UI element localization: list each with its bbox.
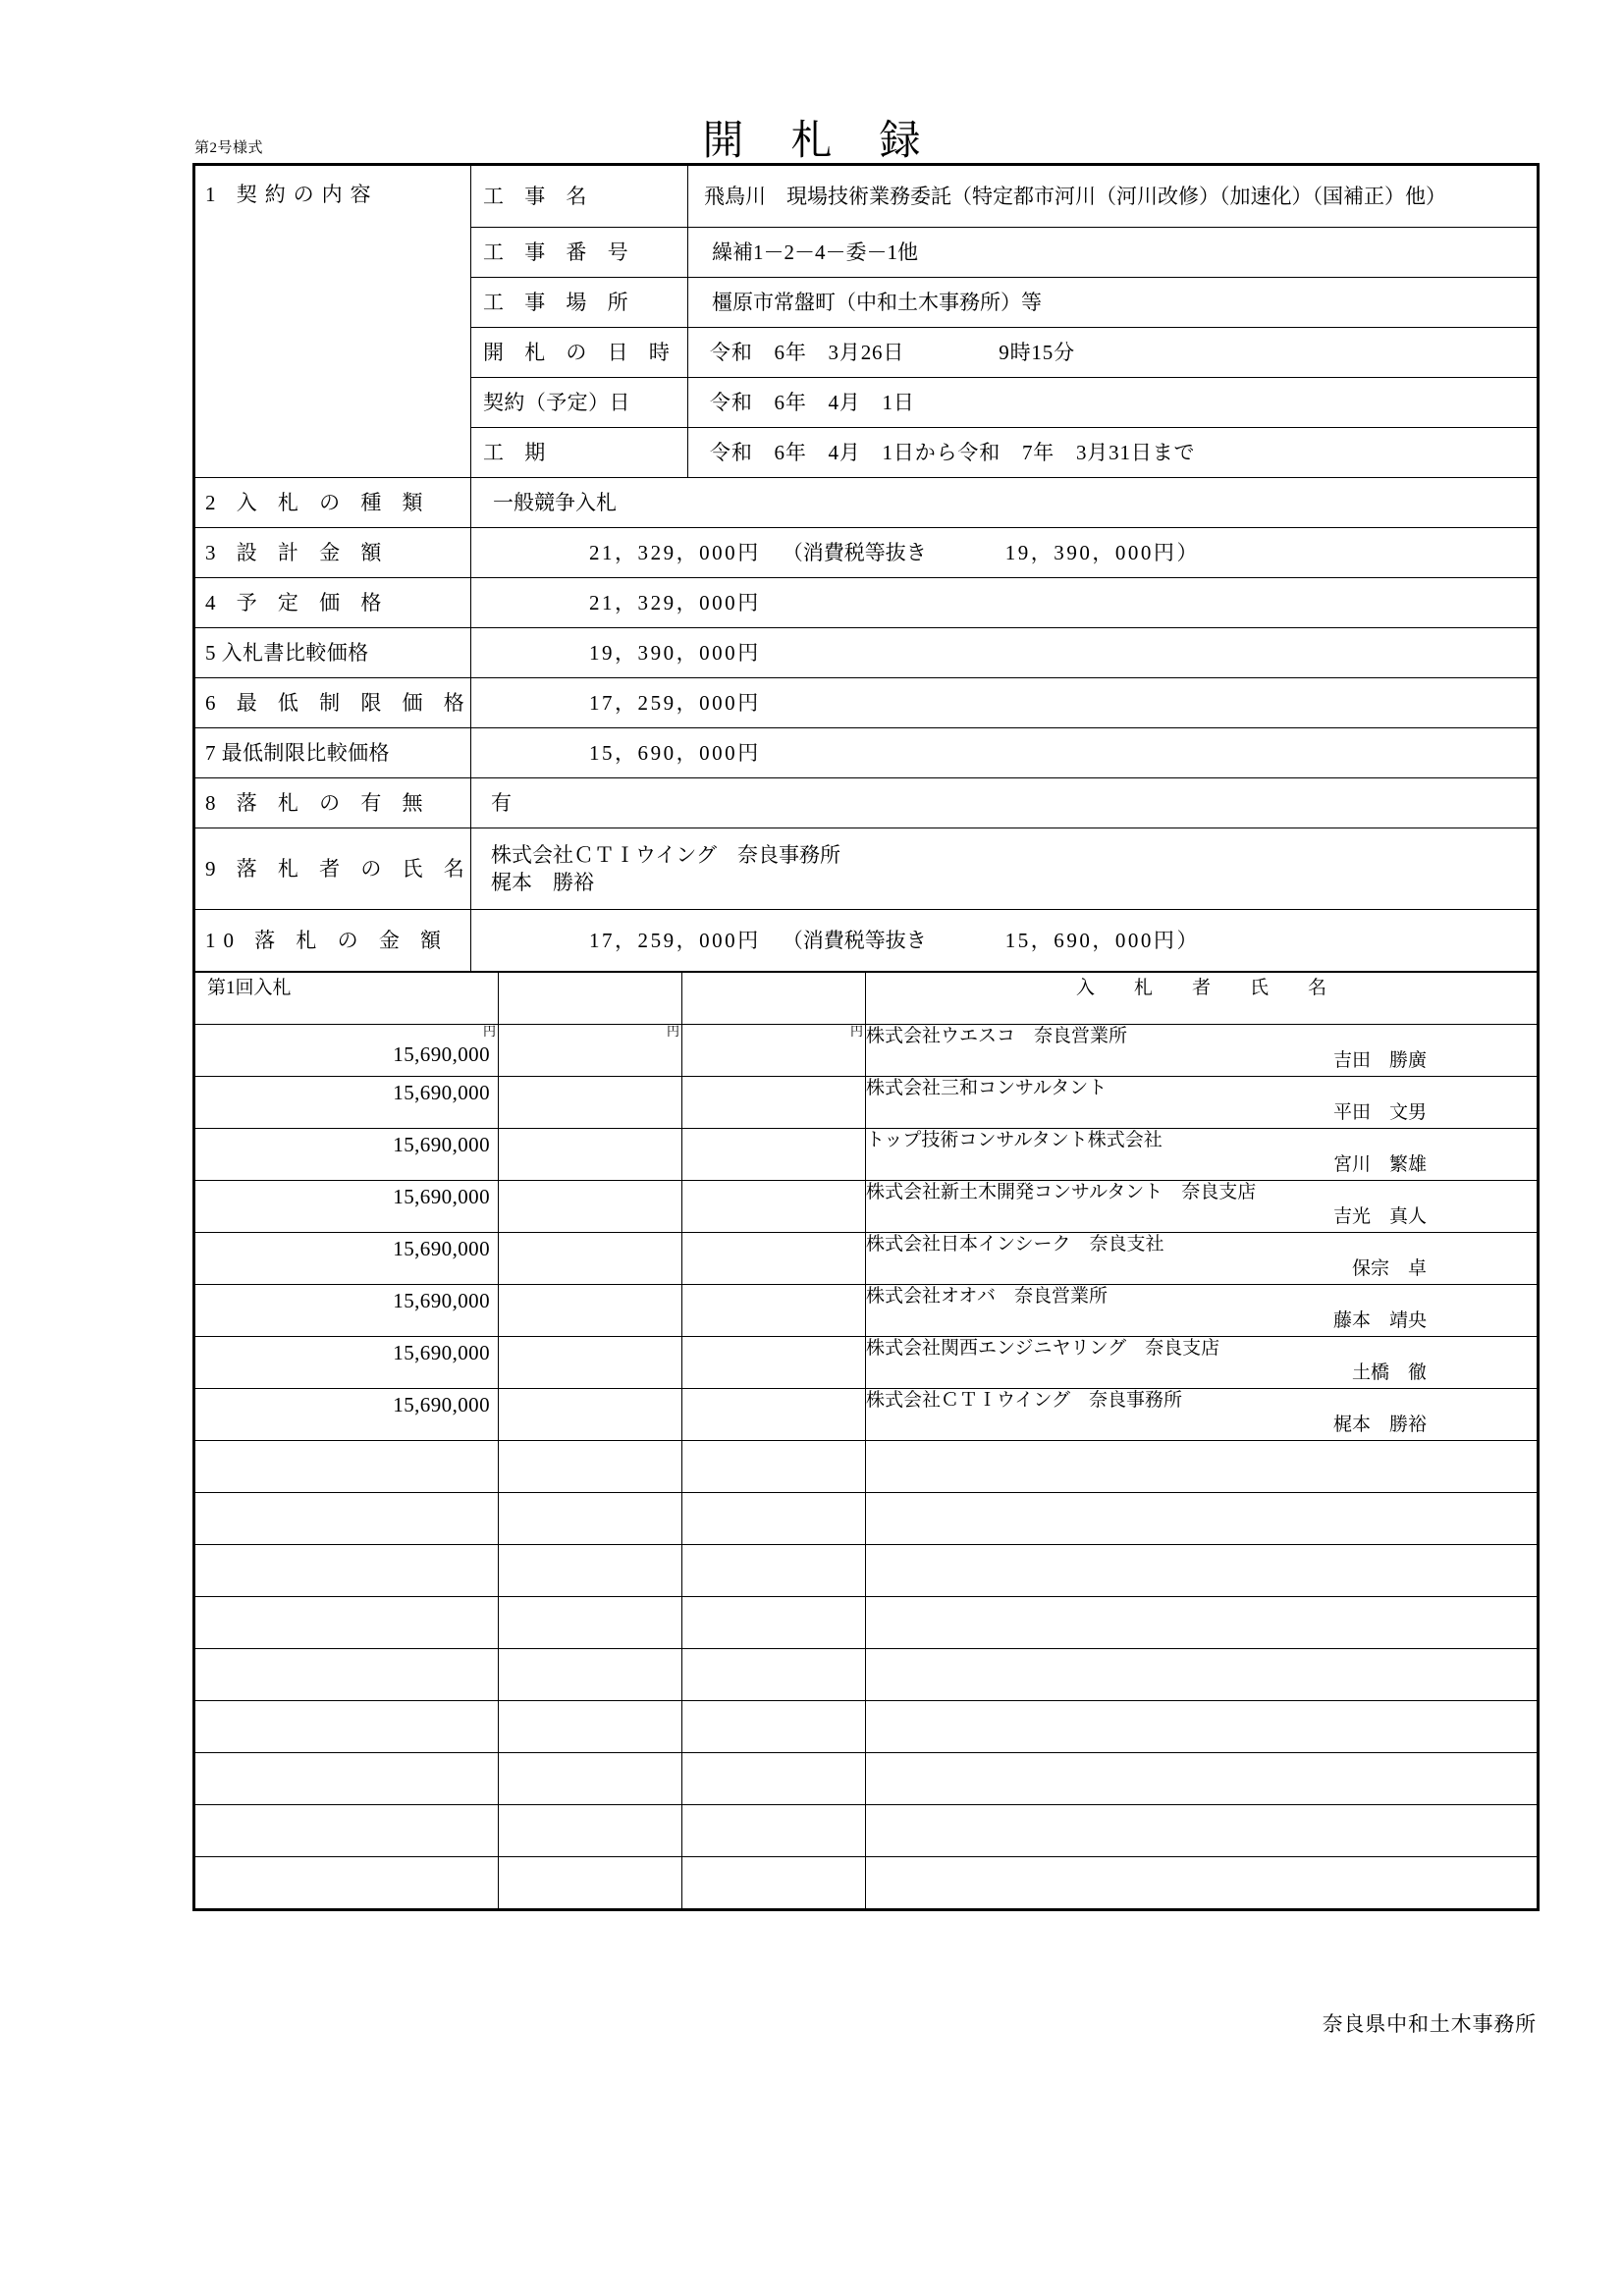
bid-amount: 15,690,000 (393, 1393, 490, 1416)
bid-amount: 15,690,000 (393, 1185, 490, 1208)
work-place-label: 工 事 場 所 (471, 278, 688, 328)
bid-row (195, 1285, 1538, 1337)
bidder-cell (866, 1233, 1538, 1285)
table-row (195, 728, 1538, 778)
bidder-cell (866, 1181, 1538, 1233)
table-row (195, 478, 1538, 528)
bidder-cell (866, 1857, 1538, 1909)
bid-amount: 15,690,000 (393, 1133, 490, 1156)
yen-unit: 円 (849, 1024, 863, 1039)
bid-amount-cell-3 (682, 1337, 866, 1389)
bid-amount-cell-1 (195, 1753, 499, 1805)
bid-amount-cell-1 (195, 1857, 499, 1909)
bid-amount-cell-2 (499, 1857, 682, 1909)
bid-row (195, 1545, 1538, 1597)
period-value: 令和 6年 4月 1日から令和 7年 3月31日まで (688, 428, 1538, 478)
bidder-cell (866, 1545, 1538, 1597)
award-amount-value (471, 910, 1538, 972)
bidder-company: 株式会社日本インシーク 奈良支社 (866, 1234, 1164, 1255)
award-amount-tax-note: （消費税等抜き (782, 928, 927, 952)
bidder-name-header: 入札者氏名 (866, 973, 1538, 1025)
bid-row (195, 1441, 1538, 1493)
bid-amount-cell-3 (682, 1857, 866, 1909)
planned-price-label: 4 予 定 価 格 (195, 578, 471, 628)
bid-amount-cell-3 (682, 1181, 866, 1233)
bidder-company: 株式会社ＣＴＩウイング 奈良事務所 (866, 1390, 1183, 1411)
table-row (195, 628, 1538, 678)
design-amount-value (471, 528, 1538, 578)
bid-amount-cell-1 (195, 1441, 499, 1493)
bid-round-label: 第1回入札 (195, 973, 499, 1025)
bid-amount-cell-2 (499, 1389, 682, 1441)
opening-time: 9時15分 (999, 340, 1075, 364)
bidder-cell (866, 1701, 1538, 1753)
bidder-cell (866, 1389, 1538, 1441)
bidder-company: 株式会社新土木開発コンサルタント 奈良支店 (866, 1182, 1257, 1202)
bidder-cell (866, 1441, 1538, 1493)
bid-amount-cell-1 (195, 1597, 499, 1649)
award-exists-label: 8 落 札 の 有 無 (195, 778, 471, 828)
bid-table-header (195, 973, 1538, 1025)
award-amount-tax-value: 15，690，000円） (1004, 928, 1200, 952)
work-number-value: 繰補1－2－4－委－1他 (688, 228, 1538, 278)
design-amount-tax-value: 19，390，000円） (1004, 540, 1200, 564)
bid-amount-cell-1 (195, 1181, 499, 1233)
bidder-cell (866, 1649, 1538, 1701)
table-row (195, 678, 1538, 728)
yen-unit: 円 (666, 1024, 679, 1039)
planned-price-value: 21，329，000円 (471, 578, 1538, 628)
bid-row (195, 1805, 1538, 1857)
minimum-compare-price-value: 15，690，000円 (471, 728, 1538, 778)
bid-amount-cell-2 (499, 1441, 682, 1493)
bidder-person: 梶本 勝裕 (1332, 1414, 1427, 1435)
bid-amount-cell-3 (682, 1233, 866, 1285)
winner-company: 株式会社ＣＴＩウイング 奈良事務所 (491, 842, 840, 867)
bidder-cell (866, 1285, 1538, 1337)
bid-amount-cell-1 (195, 1285, 499, 1337)
bid-amount-cell-2 (499, 1545, 682, 1597)
bid-row (195, 1077, 1538, 1129)
bid-row (195, 1129, 1538, 1181)
bidder-person: 土橋 徹 (1351, 1362, 1427, 1383)
bidder-cell (866, 1337, 1538, 1389)
bidder-company: 株式会社ウエスコ 奈良営業所 (866, 1026, 1128, 1046)
yen-unit: 円 (482, 1024, 496, 1039)
contract-date-value: 令和 6年 4月 1日 (688, 378, 1538, 428)
work-place-value: 橿原市常盤町（中和土木事務所）等 (688, 278, 1538, 328)
bid-amount-cell-3 (682, 1441, 866, 1493)
bid-amount-cell-1 (195, 1233, 499, 1285)
bid-row (195, 1181, 1538, 1233)
minimum-compare-price-label: 7 最低制限比較価格 (195, 728, 471, 778)
work-number-label: 工 事 番 号 (471, 228, 688, 278)
bid-table (194, 972, 1538, 1909)
bidder-person: 吉田 勝廣 (1332, 1049, 1427, 1071)
bid-amount-cell-3 (682, 1389, 866, 1441)
bid-amount-cell-1 (195, 1337, 499, 1389)
bidder-cell (866, 1805, 1538, 1857)
bidder-company: 株式会社三和コンサルタント (866, 1078, 1108, 1098)
bid-row (195, 1233, 1538, 1285)
contract-table (194, 165, 1538, 972)
table-row (195, 578, 1538, 628)
opening-datetime-label: 開 札 の 日 時 (471, 328, 688, 378)
winner-label: 9 落 札 者 の 氏 名 (195, 828, 471, 910)
bid-amount-cell-3 (682, 1649, 866, 1701)
bidder-person: 平田 文男 (1332, 1101, 1427, 1123)
bid-row (195, 1025, 1538, 1077)
table-row (195, 778, 1538, 828)
bid-compare-price-value: 19，390，000円 (471, 628, 1538, 678)
bid-amount-cell-3 (682, 1805, 866, 1857)
award-amount-number: 17，259，000円 (589, 928, 761, 952)
bid-amount-cell-1 (195, 1545, 499, 1597)
bid-type-value: 一般競争入札 (471, 478, 1538, 528)
bid-amount-cell-1 (195, 1077, 499, 1129)
bid-amount-cell-1 (195, 1129, 499, 1181)
bid-row (195, 1493, 1538, 1545)
bidder-person: 藤本 靖央 (1332, 1309, 1427, 1331)
table-row (195, 828, 1538, 910)
bid-amount-cell-2 (499, 1753, 682, 1805)
bid-amount-cell-2 (499, 1337, 682, 1389)
bid-col2-header (499, 973, 682, 1025)
bidder-cell (866, 1025, 1538, 1077)
bid-amount-cell-1 (195, 1025, 499, 1077)
bid-amount-cell-2 (499, 1233, 682, 1285)
bid-row (195, 1857, 1538, 1909)
period-label: 工 期 (471, 428, 688, 478)
bid-amount-cell-2 (499, 1597, 682, 1649)
table-row (195, 910, 1538, 972)
bid-amount-cell-2 (499, 1181, 682, 1233)
bid-type-label: 2 入 札 の 種 類 (195, 478, 471, 528)
bid-amount-cell-1 (195, 1649, 499, 1701)
bid-row (195, 1337, 1538, 1389)
bid-row (195, 1649, 1538, 1701)
contract-section-label: 1 契約の内容 (195, 166, 471, 478)
bid-amount-cell-2 (499, 1077, 682, 1129)
bid-amount-cell-1 (195, 1389, 499, 1441)
table-row (195, 528, 1538, 578)
bid-row (195, 1701, 1538, 1753)
bidder-company: トップ技術コンサルタント株式会社 (866, 1130, 1163, 1150)
bid-amount-cell-3 (682, 1129, 866, 1181)
bid-amount-cell-3 (682, 1285, 866, 1337)
contract-date-label: 契約（予定）日 (471, 378, 688, 428)
opening-datetime-value (688, 328, 1538, 378)
bid-amount-cell-3 (682, 1701, 866, 1753)
bid-compare-price-label: 5 入札書比較価格 (195, 628, 471, 678)
bid-amount-cell-2 (499, 1025, 682, 1077)
bidder-person: 吉光 真人 (1332, 1205, 1427, 1227)
bid-amount-cell-2 (499, 1285, 682, 1337)
page-title: 開札録 (702, 119, 968, 164)
bidder-cell (866, 1753, 1538, 1805)
bid-amount: 15,690,000 (393, 1042, 490, 1067)
bidder-company: 株式会社関西エンジニヤリング 奈良支店 (866, 1338, 1220, 1359)
bid-amount-cell-2 (499, 1493, 682, 1545)
bidder-company: 株式会社オオバ 奈良営業所 (866, 1286, 1109, 1307)
issuing-office: 奈良県中和土木事務所 (1322, 2012, 1537, 2036)
opening-date: 令和 6年 3月26日 (710, 340, 905, 364)
bidder-cell (866, 1129, 1538, 1181)
bidder-cell (866, 1597, 1538, 1649)
form-number: 第2号様式 (194, 140, 264, 156)
minimum-price-value: 17，259，000円 (471, 678, 1538, 728)
bid-amount-cell-1 (195, 1493, 499, 1545)
bid-amount-cell-2 (499, 1701, 682, 1753)
bid-amount-cell-3 (682, 1753, 866, 1805)
winner-person: 梶本 勝裕 (491, 871, 594, 894)
bid-row (195, 1753, 1538, 1805)
table-row (195, 166, 1538, 228)
work-name-label: 工 事 名 (471, 166, 688, 228)
design-amount-label: 3 設 計 金 額 (195, 528, 471, 578)
bid-amount-cell-3 (682, 1545, 866, 1597)
bidder-person: 保宗 卓 (1351, 1257, 1427, 1279)
design-amount-number: 21，329，000円 (589, 540, 761, 564)
award-exists-value: 有 (471, 778, 1538, 828)
bid-amount-cell-2 (499, 1805, 682, 1857)
bid-amount-cell-1 (195, 1805, 499, 1857)
bid-amount-cell-3 (682, 1077, 866, 1129)
bid-amount: 15,690,000 (393, 1237, 490, 1260)
bid-amount: 15,690,000 (393, 1081, 490, 1104)
work-name-value: 飛鳥川 現場技術業務委託（特定都市河川（河川改修）（加速化）（国補正）他） (688, 166, 1538, 228)
bid-amount-cell-3 (682, 1493, 866, 1545)
bid-amount: 15,690,000 (393, 1341, 490, 1364)
bid-col3-header (682, 973, 866, 1025)
minimum-price-label: 6 最 低 制 限 価 格 (195, 678, 471, 728)
bid-amount-cell-3 (682, 1025, 866, 1077)
bid-amount-cell-2 (499, 1129, 682, 1181)
winner-value (471, 828, 1538, 910)
bid-amount-cell-3 (682, 1597, 866, 1649)
bid-row (195, 1597, 1538, 1649)
bidder-cell (866, 1077, 1538, 1129)
bid-amount-cell-1 (195, 1701, 499, 1753)
design-amount-tax-note: （消費税等抜き (782, 540, 927, 564)
record-frame (192, 163, 1540, 1911)
bid-amount-cell-2 (499, 1649, 682, 1701)
bidder-cell (866, 1493, 1538, 1545)
bidder-person: 宮川 繁雄 (1332, 1153, 1427, 1175)
bid-row (195, 1389, 1538, 1441)
award-amount-label: 10 落 札 の 金 額 (195, 910, 471, 972)
bid-amount: 15,690,000 (393, 1289, 490, 1312)
